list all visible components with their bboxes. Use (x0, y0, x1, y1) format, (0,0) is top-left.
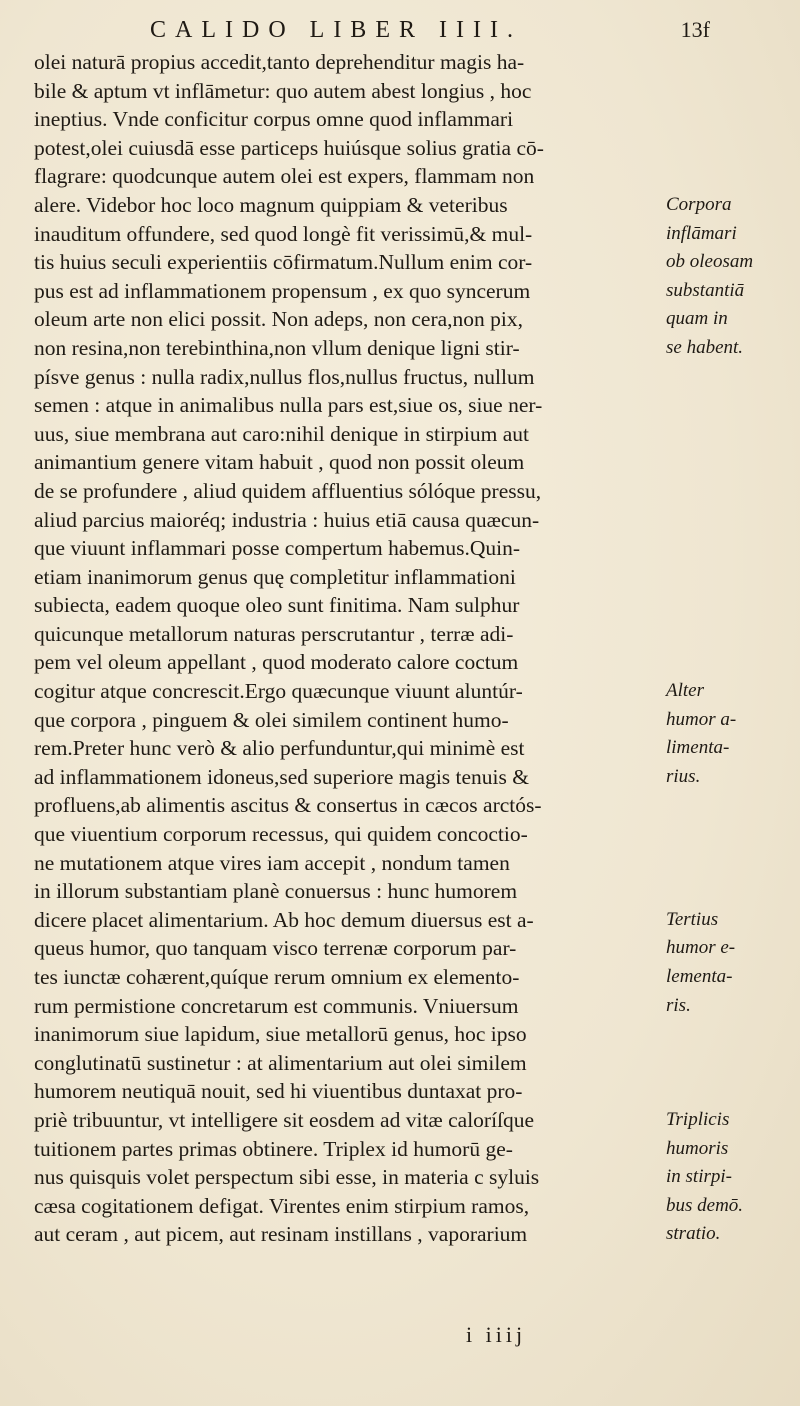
text-line (34, 1220, 794, 1249)
line-text: quicunque metallorum naturas perscrutantur , terræ adi- (34, 621, 514, 646)
line-text: písve genus : nulla radix,nullus flos,nullus fructus, nullum (34, 364, 535, 389)
line-text: olei naturā propius accedit,tanto deprehenditur magis ha- (34, 50, 525, 74)
line-text: oleum arte non elici possit. Non adeps, non cera,non pix, (34, 307, 524, 332)
text-line (34, 305, 794, 334)
text-line (34, 620, 794, 649)
marginal-note: inflāmari (666, 222, 737, 244)
line-text: humorem neutiquā nouit, sed hi viuentibus duntaxat pro- (34, 1079, 523, 1104)
text-line (34, 648, 794, 677)
text-line (34, 506, 794, 535)
line-text: ad inflammationem idoneus,sed superiore magis tenuis & (34, 764, 529, 789)
text-line (34, 77, 794, 106)
marginal-note: limenta- (666, 737, 730, 759)
signature-mark: i iiij (466, 1322, 527, 1347)
marginal-note: stratio. (666, 1223, 721, 1245)
line-text: rem.Preter hunc verò & alio perfunduntur,qui minimè est (34, 736, 525, 761)
marginal-note: lementa- (666, 966, 733, 987)
line-text: dicere placet alimentarium. Ab hoc demum diuersus est a- (34, 907, 534, 932)
text-line (34, 791, 794, 820)
text-line (34, 1192, 794, 1221)
body-text (34, 48, 794, 1249)
line-text: rum permistione concretarum est communis. Vniuersum (34, 993, 519, 1018)
line-text: in illorum substantiam planè conuersus : hunc humorem (34, 879, 518, 904)
line-text: aut ceram , aut picem, aut resinam instillans , vaporarium (34, 1222, 528, 1247)
text-line (34, 248, 794, 277)
text-line (34, 1163, 794, 1192)
marginal-note: ris. (666, 994, 691, 1016)
line-text: semen : atque in animalibus nulla pars est,siue os, siue ner- (34, 393, 543, 418)
text-line (34, 992, 794, 1021)
text-line (34, 1135, 794, 1164)
line-text: alere. Videbor hoc loco magnum quippiam & veteribus (34, 192, 508, 217)
line-text: etiam inanimorum genus quę completitur inflammationi (34, 564, 516, 589)
marginal-note: in stirpi- (666, 1166, 732, 1188)
text-line (34, 1020, 794, 1049)
marginal-note: rius. (666, 765, 701, 787)
line-text: ne mutationem atque vires iam accepit , nondum tamen (34, 850, 510, 875)
line-text: que viuunt inflammari posse compertum habemus.Quin- (34, 536, 521, 561)
text-line (34, 277, 794, 306)
text-line (34, 1049, 794, 1078)
text-line (34, 820, 794, 849)
page-header (150, 14, 710, 46)
text-line (34, 134, 794, 163)
line-text: inauditum offundere, sed quod longè fit verissimū,& mul- (34, 221, 533, 246)
line-text: cæsa cogitationem defigat. Virentes enim stirpium ramos, (34, 1193, 530, 1218)
line-text: profluens,ab alimentis ascitus & consertus in cæcos arctós- (34, 793, 542, 818)
line-text: subiecta, eadem quoque oleo sunt finitima. Nam sulphur (34, 593, 520, 618)
text-line (34, 763, 794, 792)
text-line (34, 706, 794, 735)
marginal-note: Triplicis (666, 1108, 730, 1130)
line-text: pus est ad inflammationem propensum , ex quo syncerum (34, 278, 531, 303)
line-text: flagrare: quodcunque autem olei est expers, flammam non (34, 164, 535, 189)
text-line (34, 448, 794, 477)
text-line (34, 677, 794, 706)
text-line (34, 563, 794, 592)
line-text: que viuentium corporum recessus, qui quidem concoctio- (34, 822, 528, 847)
text-line (34, 734, 794, 763)
line-text: de se profundere , aliud quidem affluentius sólóque pressu, (34, 478, 542, 503)
marginal-note: bus demō. (666, 1194, 744, 1216)
text-line (34, 162, 794, 191)
line-text: potest,olei cuiusdā esse particeps huiúsque solius gratia cō- (34, 135, 544, 160)
marginal-note: ob oleosam (666, 251, 754, 273)
marginal-note: Alter (666, 680, 704, 702)
marginal-note: quam in (666, 308, 728, 330)
text-line (34, 420, 794, 449)
line-text: cogitur atque concrescit.Ergo quæcunque viuunt aluntúr- (34, 679, 523, 704)
line-text: ineptius. Vnde conficitur corpus omne quod inflammari (34, 107, 514, 132)
text-line (34, 906, 794, 935)
line-text: bile & aptum vt inflāmetur: quo autem abest longius , hoc (34, 78, 532, 103)
text-line (34, 105, 794, 134)
text-line (34, 1077, 794, 1106)
marginal-note: se habent. (666, 336, 744, 358)
text-line (34, 48, 794, 77)
line-text: inanimorum siue lapidum, siue metallorū genus, hoc ipso (34, 1022, 527, 1047)
text-line (34, 1106, 794, 1135)
marginal-note: Tertius (666, 908, 719, 930)
running-title: CALIDO LIBER IIII. (150, 16, 522, 43)
text-line (34, 877, 794, 906)
line-text: queus humor, quo tanquam visco terrenæ corporum par- (34, 936, 517, 961)
text-line (34, 591, 794, 620)
marginal-note: humor a- (666, 708, 737, 730)
text-line (34, 220, 794, 249)
text-line (34, 391, 794, 420)
line-text: que corpora , pinguem & olei similem continent humo- (34, 707, 509, 732)
line-text: tis huius seculi experientiis cōfirmatum.Nullum enim cor- (34, 250, 533, 275)
line-text: uus, siue membrana aut caro:nihil denique in stirpium aut (34, 421, 529, 446)
text-line (34, 363, 794, 392)
text-line (34, 334, 794, 363)
page-number: 13f (680, 17, 710, 42)
marginal-note: substantiā (666, 279, 745, 301)
text-line (34, 963, 794, 992)
text-line (34, 191, 794, 220)
text-line (34, 849, 794, 878)
marginal-note: humoris (666, 1137, 729, 1159)
line-text: aliud parcius maioréq; industria : huius etiā causa quæcun- (34, 507, 540, 532)
line-text: animantium genere vitam habuit , quod non possit oleum (34, 450, 525, 475)
text-line (34, 534, 794, 563)
text-line (34, 934, 794, 963)
line-text: non resina,non terebinthina,non vllum denique ligni stir- (34, 335, 520, 360)
line-text: tuitionem partes primas obtinere. Triplex id humorū ge- (34, 1136, 513, 1161)
text-line (34, 477, 794, 506)
line-text: conglutinatū sustinetur : at alimentarium aut olei similem (34, 1050, 527, 1075)
line-text: pem vel oleum appellant , quod moderato calore coctum (34, 650, 519, 675)
marginal-note: Corpora (666, 193, 732, 215)
line-text: tes iunctæ cohærent,quíque rerum omnium ex elemento- (34, 965, 520, 989)
marginal-note: humor e- (666, 937, 736, 959)
line-text: priè tribuuntur, vt intelligere sit eosdem ad vitæ caloríſque (34, 1107, 535, 1132)
line-text: nus quisquis volet perspectum sibi esse, in materia c syluis (34, 1165, 540, 1190)
